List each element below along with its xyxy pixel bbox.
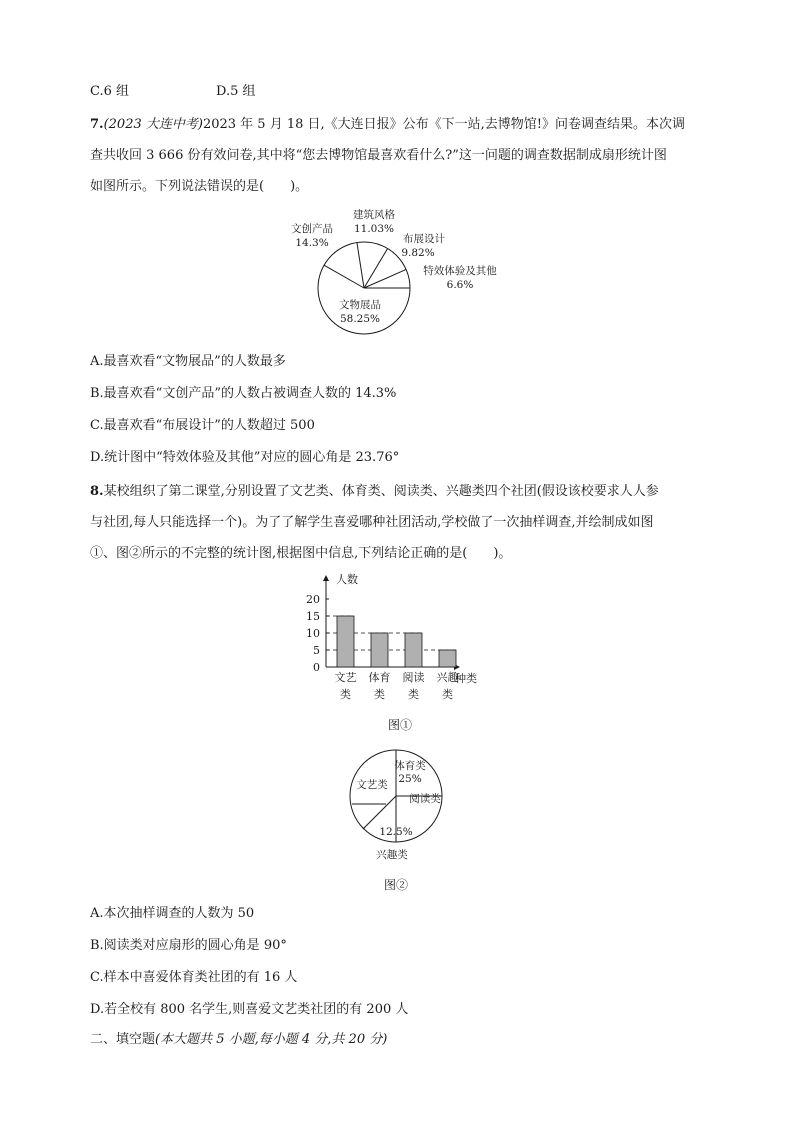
q8-pie-label-wenyi: 文艺类: [356, 779, 388, 791]
q8-bar-category-suffix: 类: [340, 688, 351, 701]
q7-option-b: B.最喜欢看“文创产品”的人数占被调查人数的 14.3%: [90, 386, 397, 401]
q8-bar-category-suffix: 类: [374, 688, 385, 701]
q7-pct-wenwu: 58.25%: [339, 313, 381, 325]
q7-pie-chart: [280, 200, 520, 340]
q7-text1: 2023 年 5 月 18 日,《大连日报》公布《下一站,去博物馆!》问卷调查结果。本次调: [202, 117, 686, 132]
section2-title: 二、填空题: [90, 1032, 156, 1047]
q7-slice-divider: [324, 265, 364, 288]
q8-bar: [371, 633, 388, 667]
q8-line3: ①、图②所示的不完整的统计图,根据图中信息,下列结论正确的是( )。: [90, 546, 512, 561]
section2-note: (本大题共 5 小题,每小题 4 分,共 20 分): [155, 1032, 388, 1047]
q7-slice-divider: [364, 269, 406, 288]
q8-bar-ytick: 5: [313, 644, 320, 657]
prev-choices: [90, 82, 256, 102]
q8-bar-category-suffix: 类: [408, 688, 419, 701]
q8-bar-category-suffix: 类: [442, 688, 453, 701]
q8-line2: 与社团,每人只能选择一个)。为了了解学生喜爱哪种社团活动,学校做了一次抽样调查,并绘制成如图: [90, 515, 654, 530]
q8-bar-ytick: 0: [313, 661, 320, 674]
q7-pct-jianzhu: 11.03%: [353, 223, 395, 235]
q8-pie-label-yuedu: 阅读类: [409, 793, 441, 805]
q8-bar-category: 兴趣: [436, 671, 459, 684]
q8-text1: 某校组织了第二课堂,分别设置了文艺类、体育类、阅读类、兴趣类四个社团(假设该校要求人人参: [103, 484, 659, 499]
q7-line1: [90, 115, 685, 135]
q7-slice-divider: [357, 243, 364, 288]
q8-pie-pct-xingqu: 12.5%: [379, 826, 413, 838]
q8-bar-ytick: 10: [306, 627, 320, 640]
q7-option-a: A.最喜欢看“文物展品”的人数最多: [90, 354, 286, 369]
q8-bar-categories: [335, 670, 459, 701]
q7-label-wenwu: 文物展品: [339, 299, 381, 311]
choice-c: C.6 组: [90, 84, 130, 99]
q8-bars: [337, 616, 456, 667]
q7-line2: 查共收回 3 666 份有效问卷,其中将“您去博物馆最喜欢看什么?”这一问题的调查数据制成扇形统计图: [90, 148, 667, 163]
choice-d: D.5 组: [216, 84, 256, 99]
q8-bar-category: 阅读: [402, 671, 425, 684]
q8-option-d: D.若全校有 800 名学生,则喜爱文艺类社团的有 200 人: [90, 1002, 409, 1017]
q8-bar-ytick: 20: [306, 593, 320, 606]
q8-bar-ylabel: 人数: [336, 573, 358, 586]
q7-pct-wenchuang: 14.3%: [295, 237, 329, 249]
q8-pie-chart: [330, 736, 470, 872]
q8-line1: [90, 482, 659, 502]
q7-slice-divider: [364, 249, 388, 288]
q8-bar: [405, 633, 422, 667]
q8-bar-category: 文艺: [334, 671, 357, 684]
q8-bar-ytick: 15: [306, 610, 320, 623]
q7-number: 7.: [90, 117, 104, 132]
q8-pie-divider-xingqu: [363, 796, 396, 829]
q7-label-buzhan: 布展设计: [403, 233, 445, 245]
q8-option-b: B.阅读类对应扇形的圆心角是 90°: [90, 938, 287, 953]
q8-fig1-caption: 图①: [388, 718, 413, 732]
q8-bar-category: 体育: [368, 671, 391, 684]
q8-bar-xlabel: 种类: [455, 672, 477, 685]
q8-option-a: A.本次抽样调查的人数为 50: [90, 906, 255, 921]
q7-slice-lines: [324, 243, 410, 288]
q8-bar-chart: [296, 568, 506, 708]
q7-option-d: D.统计图中“特效体验及其他”对应的圆心角是 23.76°: [90, 450, 400, 465]
q7-line3: 如图所示。下列说法错误的是( )。: [90, 179, 309, 194]
q8-bar: [439, 650, 456, 667]
section2-heading: [90, 1030, 387, 1050]
q8-fig2-caption: 图②: [384, 878, 409, 892]
q7-pct-buzhan: 9.82%: [401, 247, 435, 259]
q7-source: (2023 大连中考): [103, 117, 203, 132]
q7-pct-texiao: 6.6%: [446, 279, 474, 291]
q8-bar: [337, 616, 354, 667]
q8-pie-label-xingqu: 兴趣类: [376, 849, 408, 861]
q8-number: 8.: [90, 484, 104, 499]
q7-option-c: C.最喜欢看“布展设计”的人数超过 500: [90, 418, 315, 433]
q7-label-jianzhu: 建筑风格: [353, 209, 395, 221]
q7-label-texiao: 特效体验及其他: [423, 265, 497, 277]
q8-pie-pct-tiyu: 25%: [398, 773, 422, 785]
q8-option-c: C.样本中喜爱体育类社团的有 16 人: [90, 970, 298, 985]
q8-pie-label-tiyu: 体育类: [394, 760, 426, 772]
q7-label-wenchuang: 文创产品: [291, 223, 333, 235]
